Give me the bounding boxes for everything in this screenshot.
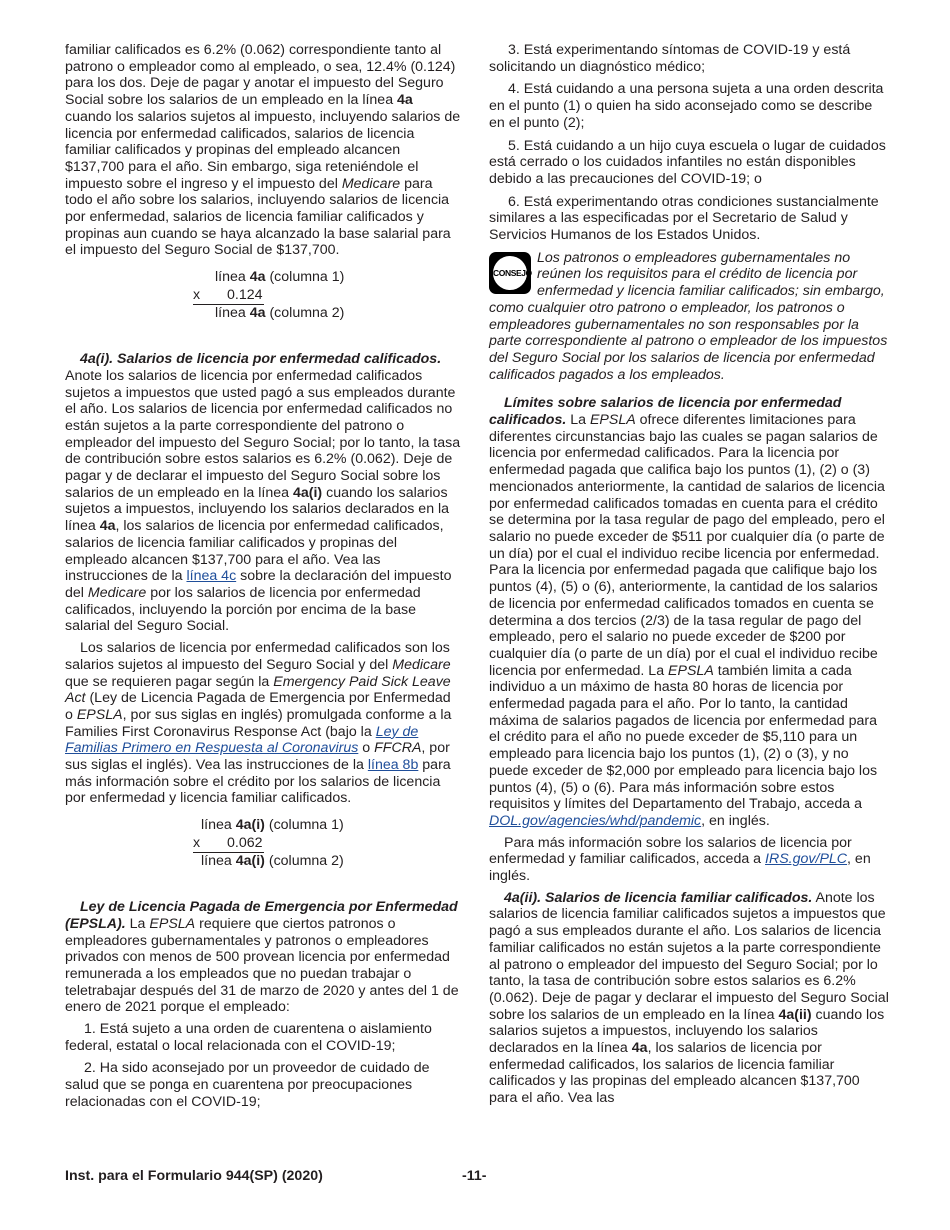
calc-rate: 0.062 xyxy=(227,835,263,852)
paragraph-social-security-rate: familiar calificados es 6.2% (0.062) correspondiente tanto al patrono o empleador como al empleado, o sea, 12.4% (0.124) para los dos. Deje de pagar y anotar el impuesto del Seguro Social sobre los salarios de un empleado en la línea 4a cuando los salarios sujetos al impuesto, incluyendo salarios de licencia por enfermedad calificados, salarios de licencia familiar calificados y propinas del empleado alcancen $137,700 para el año. Sin embargo, siga reteniéndole el impuesto sobre el ingreso y el impuesto del Medicare para todo el año sobre los salarios, incluyendo salarios de licencia por enfermedad, salarios de licencia familiar calificados y propinas aun cuando se haya alcanzado la base salarial para el impuesto del Seguro Social de $137,700. xyxy=(65,42,461,259)
calc-operator: x xyxy=(193,287,201,304)
calc-operator: x xyxy=(193,835,201,852)
list-item: 2. Ha sido aconsejado por un proveedor de cuidado de salud que se ponga en cuarentena por preocupaciones relacionadas con el COVID-19; xyxy=(65,1060,430,1110)
paragraph-epsla-definition: Los salarios de licencia por enfermedad calificados son los salarios sujetos al impuesto del Seguro Social y del Medicare que se requieren pagar según la Emergency Paid Sick Leave Act (Ley de Licencia Pagada de Emergencia por Enfermedad o EPSLA, por sus siglas en inglés) promulgada conforme a la Families First Coronavirus Response Act (bajo la Ley de Familias Primero en Respuesta al Coronavirus o FFCRA, por sus siglas el inglés). Vea las instrucciones de la línea 8b para más información sobre el crédito por los salarios de licencia por enfermedad y licencia familiar calificados. xyxy=(65,640,452,807)
consejo-icon: CONSEJO xyxy=(489,252,531,294)
link-ffcra[interactable]: Ley de Familias Primero en Respuesta al Coronavirus xyxy=(65,723,419,757)
list-item: 6. Está experimentando otras condiciones sustancialmente similares a las especificadas por el Secretario de Salud y Servicios Humanos de los Estados Unidos. xyxy=(489,193,879,244)
calc-result-label: línea 4a(i) (columna 2) xyxy=(201,853,344,870)
list-item: 4. Está cuidando a una persona sujeta a una orden descrita en el punto (1) o quien ha sido aconsejado como se describe en el punto (2); xyxy=(489,81,884,131)
page-number: -11- xyxy=(462,1168,487,1184)
paragraph-4a-ii: 4a(ii). Salarios de licencia familiar calificados. Anote los salarios de licencia familiar calificados sujetos a impuestos que pagó a sus empleados durante el año. Los salarios de licencia familiar calificados no están sujetos a la parte correspondiente al patrono o empleador del impuesto del Seguro Social; por lo tanto, la tasa de contribución sobre estos salarios es 6.2% (0.062). Deje de pagar y declarar el impuesto del Seguro Social sobre los salarios de un empleado en la línea 4a(ii) cuando los salarios sujetos a impuestos, incluyendo los salarios declarados en la línea 4a, los salarios de licencia por enfermedad calificados, los salarios de licencia familiar calificados y las propinas del empleado alcancen $137,700 para el año. Vea las xyxy=(489,889,889,1107)
list-item: 5. Está cuidando a un hijo cuya escuela o lugar de cuidados está cerrado o los cuidados infantiles no están disponibles debido a las precauciones del COVID-19; o xyxy=(489,137,886,187)
calc-line-label: línea 4a (columna 1) xyxy=(215,269,345,286)
link-dol-pandemic[interactable]: DOL.gov/agencies/whd/pandemic xyxy=(489,812,702,829)
paragraph-limits: Límites sobre salarios de licencia por enfermedad calificados. La EPSLA ofrece diferentes limitaciones para diferentes circunstancias bajo las cuales se pagan salarios de licencia por enfermedad calificados. Para la licencia por enfermedad pagada que califica bajo los puntos (1), (2) o (3) mencionados anteriormente, la cantidad de salarios de licencia por enfermedad calificados tomadas en cuenta para el crédito se determina por la tasa regular de pago del empleado, pero el salario no puede exceder de $511 por cualquier día (o parte de un día) por el cual el individuo recibe licencia por enfermedad. Para la licencia por enfermedad pagada que califique bajo los puntos (4), (5) o (6), anteriormente, la cantidad de los salarios de licencia por enfermedad calificados tomados en cuenta se determina a dos tercios (2/3) de la tasa regular de pago del empleado, pero el salario no puede exceder de $200 por cualquier día (o parte de un día) por el cual el individuo recibe licencia por enfermedad. La EPSLA también limita a cada individuo a un máximo de hasta 80 horas de licencia por enfermedad pagada para el año. Por lo tanto, la cantidad máxima de salarios pagados de licencia por enfermedad para el crédito para el año no puede exceder de $5,110 para un empleado para licencia bajo los puntos (1), (2) o (3), y no puede exceder de $2,000 por empleado para licencia bajo los puntos (4), (5) o (6). Para más información sobre estos requisitos y límites del Departamento del Trabajo, acceda a DOL.gov/agencies/whd/pandemic, en inglés. xyxy=(489,395,885,829)
heading-limits: Límites sobre salarios de licencia por enfermedad calificados. xyxy=(489,395,842,429)
tip-box xyxy=(489,250,889,384)
list-item: 3. Está experimentando síntomas de COVID-19 y está solicitando un diagnóstico médico; xyxy=(489,42,851,75)
calculation-4a xyxy=(65,269,462,323)
list-item: 1. Está sujeto a una orden de cuarentena o aislamiento federal, estatal o local relacionada con el COVID-19; xyxy=(65,1021,432,1054)
tip-text: Los patronos o empleadores gubernamentales no reúnen los requisitos para el crédito de licencia por enfermedad y licencia familiar calificados; sin embargo, como cualquier otro patrono o empleador, los patronos o empleadores gubernamentales no son responsables por la parte correspondiente al patrono o empleador de los impuestos del Seguro Social por los salarios de licencia por enfermedad calificados pagados a los empleados. xyxy=(489,249,888,383)
paragraph-4a-i: 4a(i). Salarios de licencia por enfermedad calificados. Anote los salarios de licencia por enfermedad calificados sujetos a impuestos que usted pagó a sus empleados durante el año. Los salarios de licencia por enfermedad calificados no están sujetos a la parte correspondiente del patrono o empleador del impuesto del Seguro Social; por lo tanto, la tasa de contribución sobre estos salarios es 6.2% (0.062). Deje de pagar y de declarar el impuesto del Seguro Social sobre los salarios de un empleado en la línea 4a(i) cuando los salarios sujetos a impuestos, incluyendo los salarios declarados en la línea 4a, los salarios de licencia por enfermedad calificados, salarios de licencia familiar calificados y propinas del empleado alcancen $137,700 para el año. Vea las instrucciones de la línea 4c sobre la declaración del impuesto del Medicare por los salarios de licencia por enfermedad calificados, incluyendo la porción por encima de la base salarial del Seguro Social. xyxy=(65,351,461,635)
heading-4a-ii: 4a(ii). Salarios de licencia familiar calificados. xyxy=(504,889,813,906)
heading-4a-i: 4a(i). Salarios de licencia por enfermedad calificados. xyxy=(80,351,442,368)
calc-result-label: línea 4a (columna 2) xyxy=(215,305,345,322)
link-linea-8b[interactable]: línea 8b xyxy=(367,757,419,774)
calculation-4a-i xyxy=(65,817,462,871)
paragraph-epsla: Ley de Licencia Pagada de Emergencia por Enfermedad (EPSLA). La EPSLA requiere que ciertos patronos o empleadores gubernamentales y patronos o empleadores privados con menos de 500 provean licencia por enfermedad remunerada a los empleados que no puedan trabajar o teletrabajar después del 31 de marzo de 2020 y antes del 1 de enero de 2021 porque el empleado: xyxy=(65,899,459,1016)
form-title: Inst. para el Formulario 944(SP) (2020) xyxy=(65,1168,323,1184)
right-column xyxy=(489,42,889,1112)
calc-rate: 0.124 xyxy=(227,287,263,304)
heading-epsla: Ley de Licencia Pagada de Emergencia por Enfermedad (EPSLA). xyxy=(65,899,458,932)
left-column xyxy=(65,42,462,1117)
calc-line-label: línea 4a(i) (columna 1) xyxy=(201,817,344,834)
link-irs-plc[interactable]: IRS.gov/PLC xyxy=(765,851,848,868)
link-linea-4c[interactable]: línea 4c xyxy=(186,568,237,585)
paragraph-more-info: Para más información sobre los salarios de licencia por enfermedad y familiar calificados, acceda a IRS.gov/PLC, en inglés. xyxy=(489,834,871,885)
